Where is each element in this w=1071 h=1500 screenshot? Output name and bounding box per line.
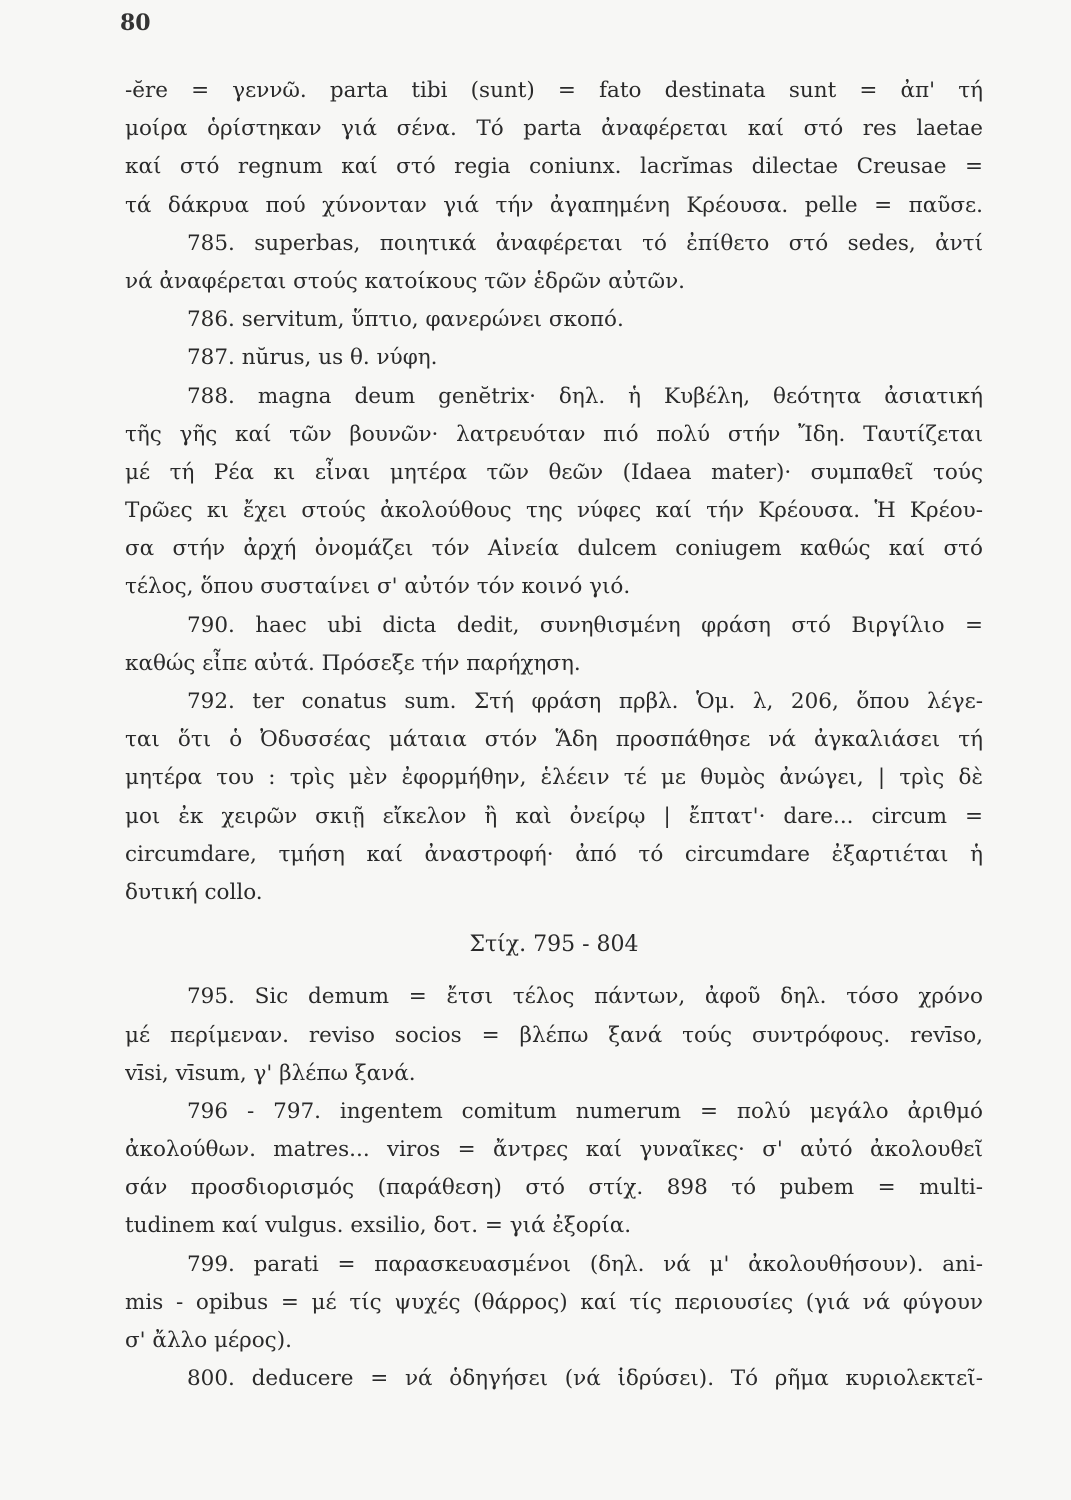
- text-line: 799. parati = παρασκευασμένοι (δηλ. νά μ' ἀκολουθήσουν). ani-: [187, 1251, 983, 1277]
- commentary-text: [125, 72, 983, 1398]
- text-line: σάν προσδιορισμός (παράθεση) στό στίχ. 898 τό pubem = multi-: [125, 1175, 983, 1201]
- page-number: 80: [120, 10, 151, 36]
- text-line: ἀκολούθων. matres... viros = ἄντρες καί γυναῖκες· σ' αὐτό ἀκολουθεῖ: [125, 1137, 983, 1163]
- text-line: 785. superbas, ποιητικά ἀναφέρεται τό ἐπίθετο στό sedes, ἀντί: [187, 230, 983, 256]
- text-line: 790. haec ubi dicta dedit, συνηθισμένη φράση στό Βιργίλιο =: [187, 612, 983, 638]
- text-line: καί στό regnum καί στό regia coniunx. lacrĭmas dilectae Creusae =: [125, 154, 983, 180]
- text-line: Τρῶες κι ἔχει στούς ἀκολούθους της νύφες καί τήν Κρέουσα. Ἡ Κρέου-: [125, 498, 983, 524]
- text-line: 800. deducere = νά ὁδηγήσει (νά ἱδρύσει). Τό ρῆμα κυριολεκτεῖ-: [187, 1366, 983, 1392]
- text-line: circumdare, τμήση καί ἀναστροφή· ἀπό τό circumdare ἐξαρτιέται ἡ: [125, 841, 983, 867]
- text-line: δυτική collo.: [125, 879, 263, 905]
- text-line: 787. nŭrus, us θ. νύφη.: [187, 345, 438, 371]
- text-line: 788. magna deum genĕtrix· δηλ. ἡ Κυβέλη, θεότητα ἀσιατική: [187, 383, 983, 409]
- text-line: mis - opibus = μέ τίς ψυχές (θάρρος) καί τίς περιουσίες (γιά νά φύγουν: [125, 1289, 983, 1315]
- text-line: 786. servitum, ὕπτιο, φανερώνει σκοπό.: [187, 307, 624, 333]
- text-line: μοι ἐκ χειρῶν σκιῇ εἴκελον ἢ καὶ ὀνείρῳ | ἔπτατ'· dare... circum =: [125, 803, 983, 829]
- text-line: tudinem καί vulgus. exsilio, δοτ. = γιά ἐξορία.: [125, 1213, 632, 1239]
- text-line: τά δάκρυα πού χύνονταν γιά τήν ἀγαπημένη Κρέουσα. pelle = παῦσε.: [125, 192, 983, 218]
- section-heading: Στίχ. 795 - 804: [469, 932, 639, 958]
- text-line: σα στήν ἀρχή ὀνομάζει τόν Αἰνεία dulcem coniugem καθώς καί στό: [125, 536, 983, 562]
- text-line: μοίρα ὁρίστηκαν γιά σένα. Τό parta ἀναφέρεται καί στό res laetae: [125, 116, 983, 142]
- text-line: 792. ter conatus sum. Στή φράση πρβλ. Ὁμ. λ, 206, ὅπου λέγε-: [187, 689, 983, 714]
- text-line: vīsi, vīsum, γ' βλέπω ξανά.: [125, 1060, 416, 1086]
- text-line: τῆς γῆς καί τῶν βουνῶν· λατρευόταν πιό πολύ στήν Ἴδη. Ταυτίζεται: [125, 421, 983, 447]
- text-line: σ' ἄλλο μέρος).: [125, 1328, 292, 1353]
- text-line: μητέρα του : τρὶς μὲν ἐφορμήθην, ἑλέειν τέ με θυμὸς ἀνώγει, | τρὶς δὲ: [125, 765, 983, 791]
- text-line: μέ περίμεναν. reviso socios = βλέπω ξανά τούς συντρόφους. revīso,: [125, 1022, 983, 1048]
- text-line: τέλος, ὅπου συσταίνει σ' αὐτόν τόν κοινό γιό.: [125, 574, 631, 600]
- text-line: μέ τή Ρέα κι εἶναι μητέρα τῶν θεῶν (Idaea mater)· συμπαθεῖ τούς: [125, 459, 983, 485]
- text-line: νά ἀναφέρεται στούς κατοίκους τῶν ἑδρῶν αὐτῶν.: [125, 268, 685, 294]
- text-line: καθώς εἶπε αὐτά. Πρόσεξε τήν παρήχηση.: [125, 650, 581, 676]
- text-line: ται ὅτι ὁ Ὀδυσσέας μάταια στόν Ἅδη προσπάθησε νά ἀγκαλιάσει τή: [125, 727, 983, 753]
- text-line: -ĕre = γεννῶ. parta tibi (sunt) = fato destinata sunt = ἀπ' τή: [125, 78, 983, 103]
- text-line: 796 - 797. ingentem comitum numerum = πολύ μεγάλο ἀριθμό: [187, 1098, 983, 1124]
- text-line: 795. Sic demum = ἔτσι τέλος πάντων, ἀφοῦ δηλ. τόσο χρόνο: [187, 984, 983, 1010]
